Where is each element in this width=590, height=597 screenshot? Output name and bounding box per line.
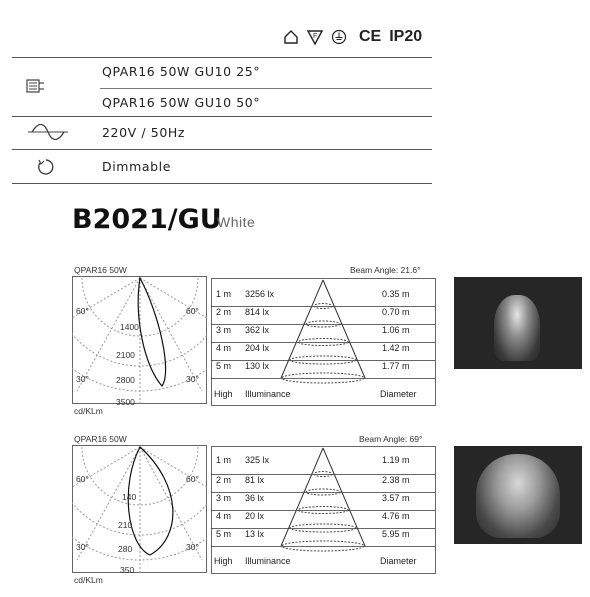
angle-label: 30° [186, 374, 199, 384]
triangle-f-icon [307, 29, 323, 45]
beam-angle-label: Beam Angle: 21.6° [350, 265, 421, 275]
table-row-lux: 204 lx [245, 343, 270, 353]
lamp-spec-50: QPAR16 50W GU10 50° [102, 95, 261, 110]
table-row-diameter: 1.06 m [382, 325, 410, 335]
beam-angle-label: Beam Angle: 69° [359, 434, 423, 444]
radial-label: 1400 [120, 322, 139, 332]
ac-wave-icon [28, 124, 68, 140]
lamp-label: QPAR16 50W [74, 265, 127, 275]
divider [12, 149, 432, 150]
table-row-diameter: 2.38 m [382, 475, 410, 485]
table-row-lux: 814 lx [245, 307, 270, 317]
polar-diagram-2 [72, 445, 207, 573]
angle-label: 60° [76, 306, 89, 316]
lamp-spec-25: QPAR16 50W GU10 25° [102, 64, 261, 79]
table-row-distance: 4 m [216, 343, 232, 353]
lamp-icon [26, 77, 46, 95]
table-row-distance: 2 m [216, 307, 232, 317]
radial-label: 280 [118, 544, 133, 554]
table-row-diameter: 1.77 m [382, 361, 410, 371]
divider [100, 88, 432, 89]
lamp-label: QPAR16 50W [74, 434, 127, 444]
ground-icon [331, 29, 347, 45]
radial-label: 210 [118, 520, 133, 530]
table-row-diameter: 1.19 m [382, 455, 410, 465]
radial-label: 350 [120, 565, 135, 575]
footer-high: High [214, 389, 233, 399]
beam-photo-narrow [454, 277, 582, 369]
angle-label: 30° [186, 542, 199, 552]
product-code: B2021/GU [72, 204, 222, 235]
footer-illuminance: Illuminance [245, 556, 291, 566]
angle-label: 30° [76, 542, 89, 552]
radial-label: 3500 [116, 397, 135, 407]
table-row-distance: 2 m [216, 475, 232, 485]
footer-high: High [214, 556, 233, 566]
footer-diameter: Diameter [380, 389, 417, 399]
unit-label: cd/KLm [74, 575, 103, 585]
table-row-lux: 130 lx [245, 361, 270, 371]
unit-label: cd/KLm [74, 406, 103, 416]
divider [12, 183, 432, 184]
table-row-lux: 325 lx [245, 455, 270, 465]
table-row-lux: 362 lx [245, 325, 270, 335]
divider [12, 116, 432, 117]
product-color: White [217, 214, 256, 230]
dimmer-icon [36, 157, 56, 177]
angle-label: 30° [76, 374, 89, 384]
radial-label: 2100 [116, 350, 135, 360]
table-row-lux: 3256 lx [245, 289, 275, 299]
footer-illuminance: Illuminance [245, 389, 291, 399]
table-row-distance: 3 m [216, 493, 232, 503]
divider [12, 57, 432, 58]
table-row-diameter: 5.95 m [382, 529, 410, 539]
table-row-lux: 36 lx [245, 493, 265, 503]
ip-rating: IP20 [389, 28, 423, 45]
table-row-diameter: 4.76 m [382, 511, 410, 521]
voltage-spec: 220V / 50Hz [102, 125, 186, 140]
certification-row [283, 28, 422, 46]
table-row-lux: 81 lx [245, 475, 265, 485]
table-row-lux: 20 lx [245, 511, 265, 521]
table-row-distance: 5 m [216, 529, 232, 539]
dimmable-spec: Dimmable [102, 159, 172, 174]
cone-graphic-2 [211, 446, 435, 573]
table-row-diameter: 1.42 m [382, 343, 410, 353]
table-row-diameter: 0.70 m [382, 307, 410, 317]
table-row-distance: 5 m [216, 361, 232, 371]
house-icon [283, 29, 299, 45]
footer-diameter: Diameter [380, 556, 417, 566]
table-row-distance: 1 m [216, 455, 232, 465]
table-row-distance: 3 m [216, 325, 232, 335]
table-row-diameter: 3.57 m [382, 493, 410, 503]
beam-photo-wide [454, 446, 582, 544]
angle-label: 60° [186, 306, 199, 316]
radial-label: 2800 [116, 375, 135, 385]
table-row-diameter: 0.35 m [382, 289, 410, 299]
ce-mark: CE [359, 28, 382, 45]
svg-text:F: F [313, 33, 318, 40]
table-row-distance: 1 m [216, 289, 232, 299]
table-row-lux: 13 lx [245, 529, 265, 539]
radial-label: 140 [122, 492, 137, 502]
angle-label: 60° [186, 474, 199, 484]
angle-label: 60° [76, 474, 89, 484]
polar-diagram-1 [72, 276, 207, 404]
table-row-distance: 4 m [216, 511, 232, 521]
